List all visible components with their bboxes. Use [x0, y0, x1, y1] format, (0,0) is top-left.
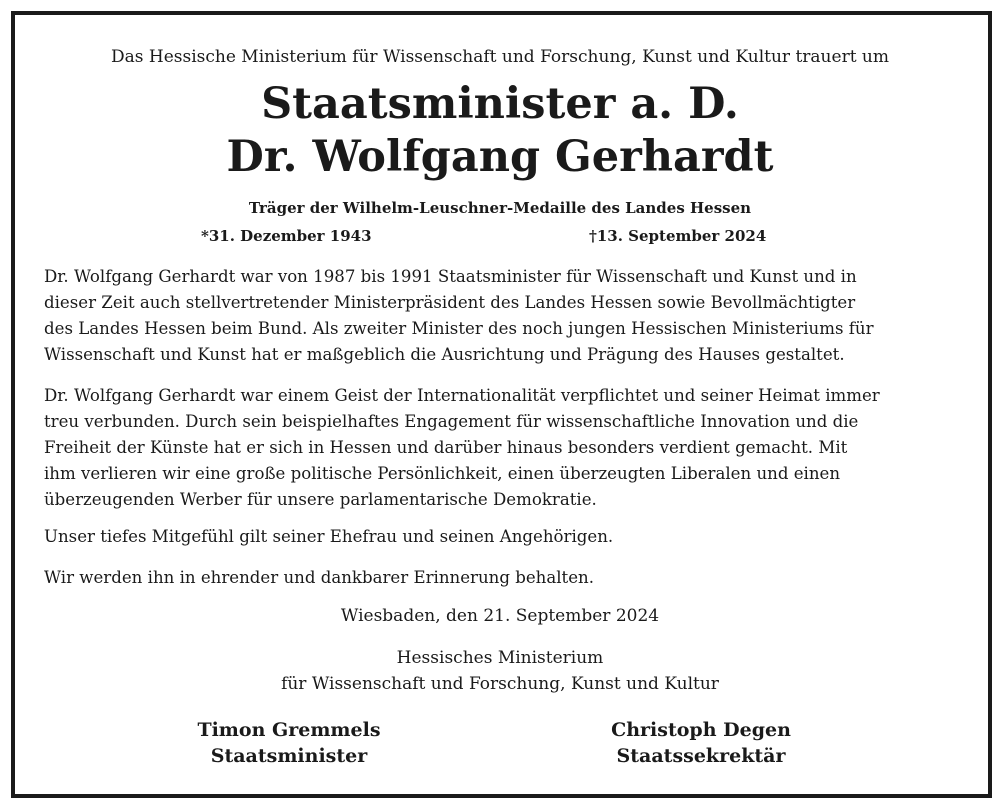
paragraph-line: dieser Zeit auch stellvertretender Ministerpräsident des Landes Hessen sowie Bevollmächtigter — [44, 293, 856, 312]
title-line-1: Staatsminister a. D. — [261, 79, 739, 129]
paragraph-line: ihm verlieren wir eine große politische Persönlichkeit, einen überzeugten Liberalen und einen — [44, 464, 841, 483]
signatory-name: Christoph Degen — [611, 719, 791, 741]
signatory-title: Staatssekrektär — [616, 745, 786, 767]
paragraph-2 — [44, 383, 956, 513]
paragraph-line: des Landes Hessen beim Bund. Als zweiter Minister des noch jungen Hessischen Ministeriums für — [44, 319, 874, 338]
paragraph-4: Wir werden ihn in ehrender und dankbarer Erinnerung behalten. — [44, 568, 594, 587]
signatory-right — [551, 717, 851, 769]
organization-line-2: für Wissenschaft und Forschung, Kunst und Kultur — [281, 674, 719, 694]
paragraph-line: treu verbunden. Durch sein beispielhaftes Engagement für wissenschaftliche Innovation und die — [44, 412, 859, 431]
paragraph-line: Freiheit der Künste hat er sich in Hessen und darüber hinaus besonders verdient gemacht. Mit — [44, 438, 848, 457]
paragraph-1 — [44, 264, 956, 368]
signatory-name: Timon Gremmels — [197, 719, 381, 741]
signatory-left — [139, 717, 439, 769]
paragraph-line: Dr. Wolfgang Gerhardt war von 1987 bis 1991 Staatsminister für Wissenschaft und Kunst und in — [44, 267, 857, 286]
birth-date: *31. Dezember 1943 — [201, 227, 372, 245]
paragraph-line: Wissenschaft und Kunst hat er maßgeblich die Ausrichtung und Prägung des Hauses gestaltet. — [44, 345, 845, 364]
paragraph-3: Unser tiefes Mitgefühl gilt seiner Ehefrau und seinen Angehörigen. — [44, 527, 614, 546]
medal-line: Träger der Wilhelm-Leuschner-Medaille des Landes Hessen — [248, 199, 752, 217]
signatory-title: Staatsminister — [210, 745, 368, 767]
place-date: Wiesbaden, den 21. September 2024 — [340, 606, 660, 626]
title-line-2: Dr. Wolfgang Gerhardt — [226, 132, 774, 182]
paragraph-line: überzeugenden Werber für unsere parlamentarische Demokratie. — [44, 490, 597, 509]
paragraph-line: Dr. Wolfgang Gerhardt war einem Geist der Internationalität verpflichtet und seiner Heimat immer — [44, 386, 880, 405]
intro-line: Das Hessische Ministerium für Wissenschaft und Forschung, Kunst und Kultur trauert um — [110, 47, 889, 67]
death-date: †13. September 2024 — [589, 227, 767, 245]
organization-line-1: Hessisches Ministerium — [396, 648, 604, 668]
